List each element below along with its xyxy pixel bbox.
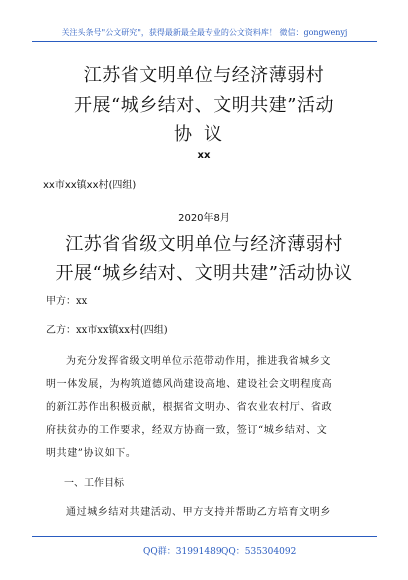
recipient-line: xx市xx镇xx村(四组)	[43, 180, 137, 191]
header-divider	[32, 41, 377, 42]
footer-qq-group: QQ群：31991489	[143, 547, 222, 557]
agreement-title-line-2: 开展“城乡结对、文明共建”活动协议	[55, 263, 353, 284]
paragraph-line: 明一体发展，为构筑道德风尚建设高地、建设社会文明程度高	[46, 379, 333, 390]
header-banner: 关注头条号"公文研究"，获得最新最全最专业的公文资料库！ 微信：gongwenyj	[61, 28, 348, 37]
paragraph-line: 的新江苏作出积极贡献，根据省文明办、省农业农村厅、省政	[46, 402, 333, 413]
footer-qq-contact: QQ：535304092	[221, 547, 297, 557]
document-title-line-3: 协议	[174, 124, 234, 145]
footer-divider	[32, 536, 377, 537]
author-mark: xx	[197, 150, 211, 161]
paragraph-line: 为充分发挥省级文明单位示范带动作用，推进我省城乡文	[66, 356, 331, 367]
agreement-title-line-1: 江苏省省级文明单位与经济薄弱村	[65, 234, 343, 255]
document-title-line-2: 开展“城乡结对、文明共建”活动	[74, 95, 334, 116]
party-a: 甲方：xx	[46, 296, 88, 307]
document-date: 2020年8月	[178, 213, 230, 224]
document-title-line-1: 江苏省文明单位与经济薄弱村	[83, 65, 325, 86]
party-b: 乙方：xx市xx镇xx村(四组)	[46, 325, 168, 336]
paragraph-line: 明共建”协议如下。	[46, 448, 137, 459]
section-heading: 一、工作目标	[64, 478, 124, 489]
paragraph-line: 通过城乡结对共建活动、甲方支持并帮助乙方培育文明乡	[66, 507, 331, 518]
paragraph-line: 府扶贫办的工作要求，经双方协商一致，签订“城乡结对、文	[46, 425, 328, 436]
